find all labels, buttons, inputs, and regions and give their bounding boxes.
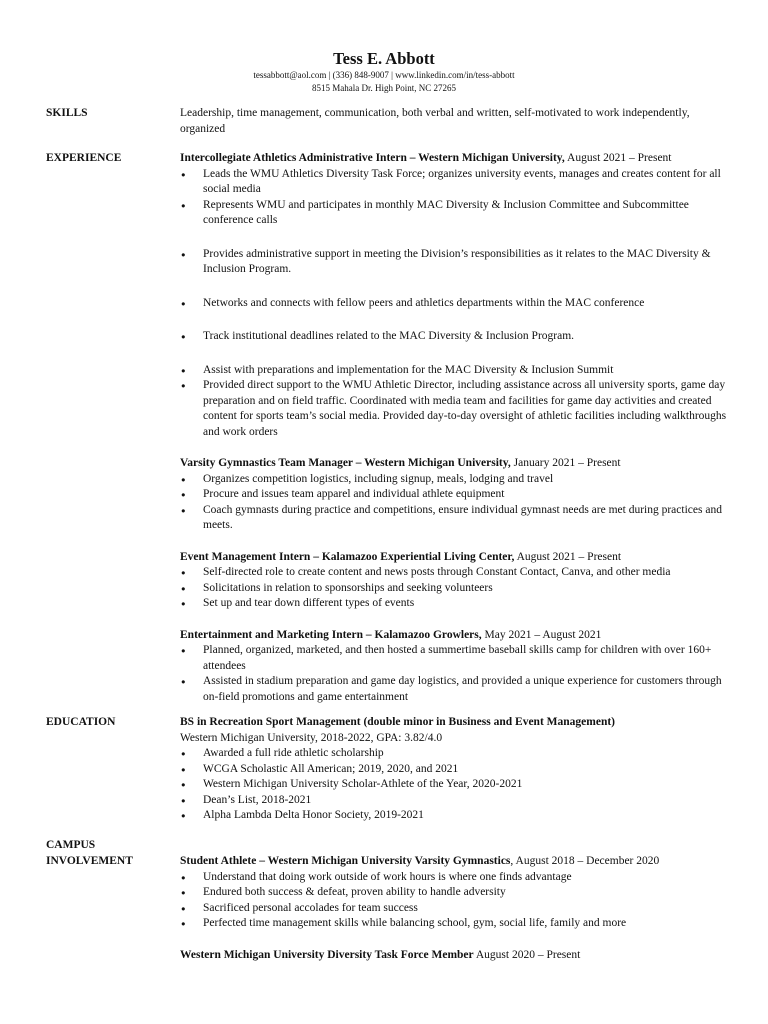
role-heading xyxy=(180,948,730,964)
role-bullets xyxy=(180,870,730,932)
list-item: ● Alpha Lambda Delta Honor Society, 2019-2021 xyxy=(180,808,730,824)
list-item: ● Organizes competition logistics, including signup, meals, lodging and travel xyxy=(180,472,730,488)
list-item: ● Procure and issues team apparel and individual athlete equipment xyxy=(180,487,730,503)
resume-header xyxy=(0,49,768,95)
list-item: ● Dean’s List, 2018-2021 xyxy=(180,793,730,809)
list-item: ● Perfected time management skills while balancing school, gym, social life, family and more xyxy=(180,916,730,932)
job-heading xyxy=(180,456,730,472)
list-item: ● Represents WMU and participates in monthly MAC Diversity & Inclusion Committee and Subcommittee conference calls xyxy=(180,198,730,229)
list-item: ● Leads the WMU Athletics Diversity Task Force; organizes university events, manages and creates content for all social media xyxy=(180,167,730,198)
list-item: ● Awarded a full ride athletic scholarship xyxy=(180,746,730,762)
role-title: Western Michigan University Diversity Task Force Member xyxy=(180,948,474,961)
campus-section xyxy=(180,854,730,963)
list-item: ● Western Michigan University Scholar-Athlete of the Year, 2020-2021 xyxy=(180,777,730,793)
candidate-name: Tess E. Abbott xyxy=(333,49,435,68)
school-line: Western Michigan University, 2018-2022, GPA: 3.82/4.0 xyxy=(180,731,443,744)
campus-label-line1: CAMPUS xyxy=(46,839,96,851)
skills-label: SKILLS xyxy=(46,107,88,119)
job-dates: January 2021 – Present xyxy=(510,457,621,469)
job-heading xyxy=(180,550,730,566)
job-dates: August 2021 – Present xyxy=(514,550,622,563)
list-item: ● Set up and tear down different types of events xyxy=(180,596,730,612)
job-heading xyxy=(180,151,730,167)
list-item: ● Assisted in stadium preparation and game day logistics, and provided a unique experience for customers through on-field promotions and game entertainment xyxy=(180,674,730,705)
list-item: ● Networks and connects with fellow peers and athletics departments within the MAC conference xyxy=(180,296,730,312)
degree-title: BS in Recreation Sport Management (double minor in Business and Event Management) xyxy=(180,716,616,728)
job-bullets xyxy=(180,643,730,705)
list-item: ● Self-directed role to create content and news posts through Constant Contact, Canva, and other media xyxy=(180,565,730,581)
job-bullets xyxy=(180,565,730,612)
contact-line: tessabbott@aol.com | (336) 848-9007 | www.linkedin.com/in/tess-abbott xyxy=(253,70,515,80)
list-item: ● Track institutional deadlines related to the MAC Diversity & Inclusion Program. xyxy=(180,329,730,345)
list-item: ● Provided direct support to the WMU Athletic Director, including assistance across all university sports, game day preparation and on field traffic. Coordinated with media team and facilities for game day activities and created content for sports team’s social media. Provided day-to-day oversight of athletic facilities including walkthroughs and work orders xyxy=(180,378,730,440)
list-item: ● WCGA Scholastic All American; 2019, 2020, and 2021 xyxy=(180,762,730,778)
list-item: ● Provides administrative support in meeting the Division’s responsibilities as it relates to the MAC Diversity & Inclusion Program. xyxy=(180,247,730,278)
list-item: ● Endured both success & defeat, proven ability to handle adversity xyxy=(180,885,730,901)
job-title: Event Management Intern – Kalamazoo Experiential Living Center, xyxy=(180,550,515,563)
list-item: ● Coach gymnasts during practice and competitions, ensure individual gymnast needs are met during practices and meets. xyxy=(180,503,730,534)
skills-text: Leadership, time management, communication, both verbal and written, self-motivated to work independently, organized xyxy=(180,107,690,135)
list-item: ● Assist with preparations and implementation for the MAC Diversity & Inclusion Summit xyxy=(180,363,730,379)
job-heading xyxy=(180,628,730,644)
role-dates: , August 2018 – December 2020 xyxy=(510,855,660,867)
address-line: 8515 Mahala Dr. High Point, NC 27265 xyxy=(312,83,456,93)
job-dates: May 2021 – August 2021 xyxy=(481,628,602,641)
campus-label-line2: INVOLVEMENT xyxy=(46,854,133,867)
education-section xyxy=(180,715,730,824)
education-bullets xyxy=(180,746,730,824)
job-title: Varsity Gymnastics Team Manager – Western Michigan University, xyxy=(180,457,511,469)
list-item: ● Understand that doing work outside of work hours is where one finds advantage xyxy=(180,870,730,886)
role-dates: August 2020 – Present xyxy=(473,948,581,961)
role-title: Student Athlete – Western Michigan University Varsity Gymnastics xyxy=(180,855,511,867)
role-heading xyxy=(180,854,730,870)
list-item: ● Planned, organized, marketed, and then hosted a summertime baseball skills camp for children with over 160+ attendees xyxy=(180,643,730,674)
education-label: EDUCATION xyxy=(46,716,116,728)
experience-label: EXPERIENCE xyxy=(46,152,122,164)
job-dates: August 2021 – Present xyxy=(564,152,672,164)
job-title: Intercollegiate Athletics Administrative Intern – Western Michigan University, xyxy=(180,152,565,164)
list-item: ● Solicitations in relation to sponsorships and seeking volunteers xyxy=(180,581,730,597)
job-bullets xyxy=(180,472,730,534)
campus-involvement-label xyxy=(46,838,133,869)
job-bullets xyxy=(180,167,730,441)
experience-section xyxy=(180,151,730,705)
job-title: Entertainment and Marketing Intern – Kalamazoo Growlers, xyxy=(180,628,482,641)
list-item: ● Sacrificed personal accolades for team success xyxy=(180,901,730,917)
